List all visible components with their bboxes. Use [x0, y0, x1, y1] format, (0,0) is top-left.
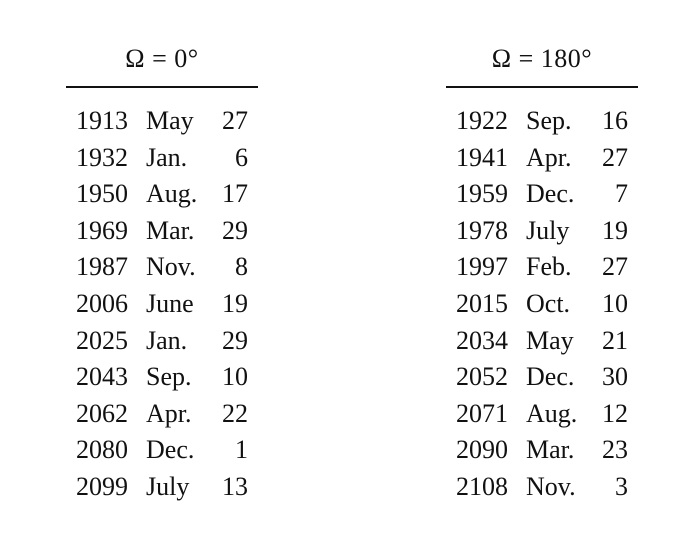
- day-cell: 12: [602, 398, 628, 428]
- day-cell: 17: [222, 179, 248, 209]
- header-rule: [446, 86, 638, 88]
- year-cell: 2052: [456, 362, 508, 392]
- month-cell: Apr.: [146, 398, 192, 428]
- year-cell: 2006: [76, 288, 128, 318]
- year-cell: 1932: [76, 142, 128, 172]
- year-cell: 1950: [76, 179, 128, 209]
- day-cell: 30: [602, 362, 628, 392]
- day-cell: 16: [602, 106, 628, 135]
- year-cell: 2015: [456, 288, 508, 318]
- year-cell: 1978: [456, 215, 508, 245]
- year-cell: 1941: [456, 142, 508, 172]
- column-header: Ω = 180°: [491, 44, 593, 73]
- year-cell: 2080: [76, 435, 128, 465]
- day-cell: 21: [602, 325, 628, 355]
- column-header: Ω = 0°: [125, 44, 199, 73]
- year-cell: 2062: [76, 398, 128, 428]
- month-cell: Mar.: [526, 435, 575, 465]
- year-cell: 2025: [76, 325, 128, 355]
- month-cell: Dec.: [146, 435, 195, 465]
- month-cell: June: [146, 288, 194, 318]
- month-cell: May: [526, 325, 574, 355]
- year-cell: 1969: [76, 215, 128, 245]
- month-cell: Nov.: [146, 252, 196, 282]
- month-cell: Sep.: [526, 106, 572, 135]
- year-cell: 2071: [456, 398, 508, 428]
- day-cell: 10: [602, 288, 628, 318]
- year-cell: 1922: [456, 106, 508, 135]
- month-cell: Feb.: [526, 252, 572, 282]
- month-cell: Jan.: [146, 142, 188, 172]
- year-cell: 1959: [456, 179, 508, 209]
- month-cell: Dec.: [526, 362, 575, 392]
- day-cell: 10: [222, 362, 248, 392]
- month-cell: Aug.: [526, 398, 578, 428]
- month-cell: Nov.: [526, 471, 576, 501]
- month-cell: Apr.: [526, 142, 572, 172]
- month-cell: Mar.: [146, 215, 195, 245]
- day-cell: 29: [222, 325, 248, 355]
- year-cell: 1913: [76, 106, 128, 135]
- day-cell: 19: [222, 288, 248, 318]
- year-cell: 2034: [456, 325, 508, 355]
- day-cell: 27: [222, 106, 248, 135]
- day-cell: 29: [222, 215, 248, 245]
- month-cell: Oct.: [526, 288, 571, 318]
- year-cell: 2099: [76, 471, 128, 501]
- day-cell: 7: [615, 179, 628, 209]
- month-cell: Aug.: [146, 179, 198, 209]
- day-cell: 19: [602, 215, 628, 245]
- year-cell: 2108: [456, 471, 508, 501]
- year-cell: 2090: [456, 435, 508, 465]
- month-cell: May: [146, 106, 194, 135]
- month-cell: July: [146, 471, 190, 501]
- year-cell: 1987: [76, 252, 128, 282]
- year-cell: 1997: [456, 252, 508, 282]
- day-cell: 8: [235, 252, 248, 282]
- day-cell: 13: [222, 471, 248, 501]
- day-cell: 6: [235, 142, 248, 172]
- day-cell: 27: [602, 142, 628, 172]
- month-cell: Dec.: [526, 179, 575, 209]
- day-cell: 23: [602, 435, 628, 465]
- day-cell: 3: [615, 471, 628, 501]
- month-cell: Jan.: [146, 325, 188, 355]
- day-cell: 22: [222, 398, 248, 428]
- year-cell: 2043: [76, 362, 128, 392]
- month-cell: July: [526, 215, 570, 245]
- month-cell: Sep.: [146, 362, 192, 392]
- header-rule: [66, 86, 258, 88]
- day-cell: 27: [602, 252, 628, 282]
- day-cell: 1: [235, 435, 248, 465]
